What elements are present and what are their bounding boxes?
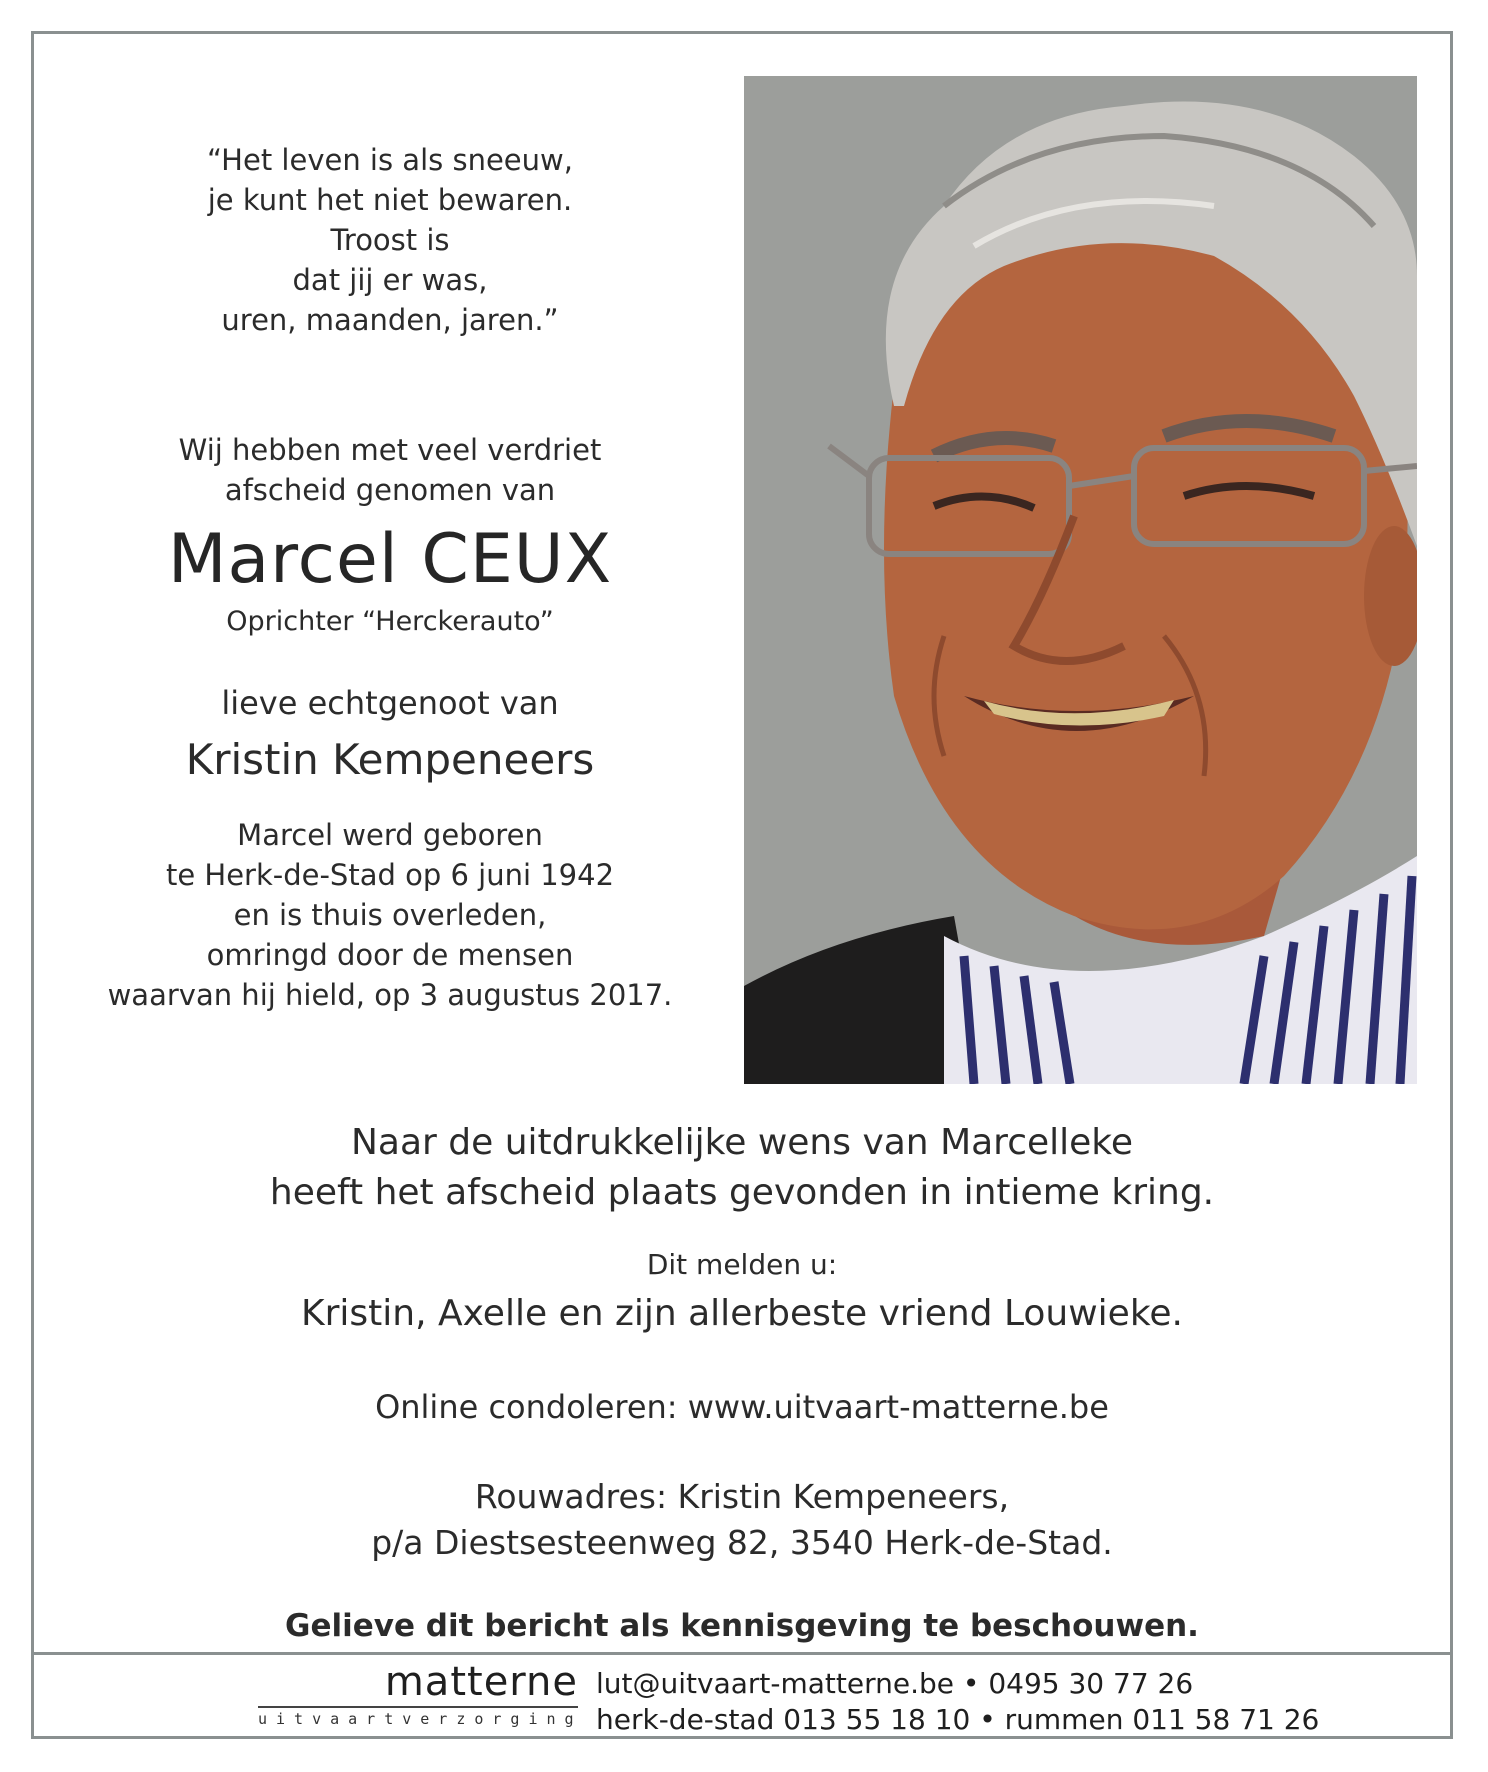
notice-text: Gelieve dit bericht als kennisgeving te beschouwen. [285, 1608, 1199, 1644]
bio-line: Marcel werd geboren [237, 818, 543, 852]
poem-line: dat jij er was, [292, 263, 488, 297]
spouse-intro: lieve echtgenoot van [221, 684, 559, 722]
bio-line: waarvan hij hield, op 3 augustus 2017. [107, 978, 673, 1012]
announce-label: Dit melden u: [646, 1248, 838, 1281]
brand-name: matterne [384, 1659, 578, 1705]
poem-line: uren, maanden, jaren.” [221, 303, 559, 337]
contact-line-email-phone: lut@uitvaart-matterne.be • 0495 30 77 26 [596, 1667, 1194, 1700]
contact-line-locations: herk-de-stad 013 55 18 10 • rummen 011 58 71 26 [596, 1703, 1320, 1736]
bio-text [70, 815, 710, 1015]
intro-line: Wij hebben met veel verdriet [178, 433, 602, 467]
intro-line: afscheid genomen van [224, 473, 556, 507]
footer-contact [596, 1666, 1320, 1738]
bio-line: omringd door de mensen [206, 938, 574, 972]
bio-line: te Herk-de-Stad op 6 juni 1942 [165, 858, 615, 892]
deceased-role: Oprichter “Herckerauto” [226, 606, 554, 637]
wish-text [31, 1118, 1453, 1218]
poem-quote [70, 140, 710, 340]
deceased-name: Marcel CEUX [167, 520, 613, 599]
mourning-address [31, 1474, 1453, 1566]
wish-line: heeft het afscheid plaats gevonden in intieme kring. [269, 1172, 1215, 1213]
intro-text [70, 430, 710, 510]
funeral-home-logo [258, 1659, 583, 1730]
poem-line: “Het leven is als sneeuw, [207, 143, 573, 177]
poem-line: je kunt het niet bewaren. [207, 183, 573, 217]
wish-line: Naar de uitdrukkelijke wens van Marcelleke [350, 1122, 1134, 1163]
bio-line: en is thuis overleden, [233, 898, 547, 932]
footer-divider [31, 1652, 1453, 1655]
portrait-photo [744, 76, 1417, 1084]
spouse-name: Kristin Kempeneers [185, 735, 595, 784]
portrait-illustration [744, 76, 1417, 1084]
brand-subtitle: uitvaartverzorging [258, 1710, 583, 1728]
online-condolence: Online condoleren: www.uitvaart-matterne.be [375, 1388, 1109, 1426]
poem-line: Troost is [330, 223, 450, 257]
address-line: p/a Diestsesteenweg 82, 3540 Herk-de-Stad. [371, 1523, 1113, 1562]
announce-names: Kristin, Axelle en zijn allerbeste vriend Louwieke. [301, 1293, 1183, 1334]
address-line: Rouwadres: Kristin Kempeneers, [474, 1477, 1010, 1516]
